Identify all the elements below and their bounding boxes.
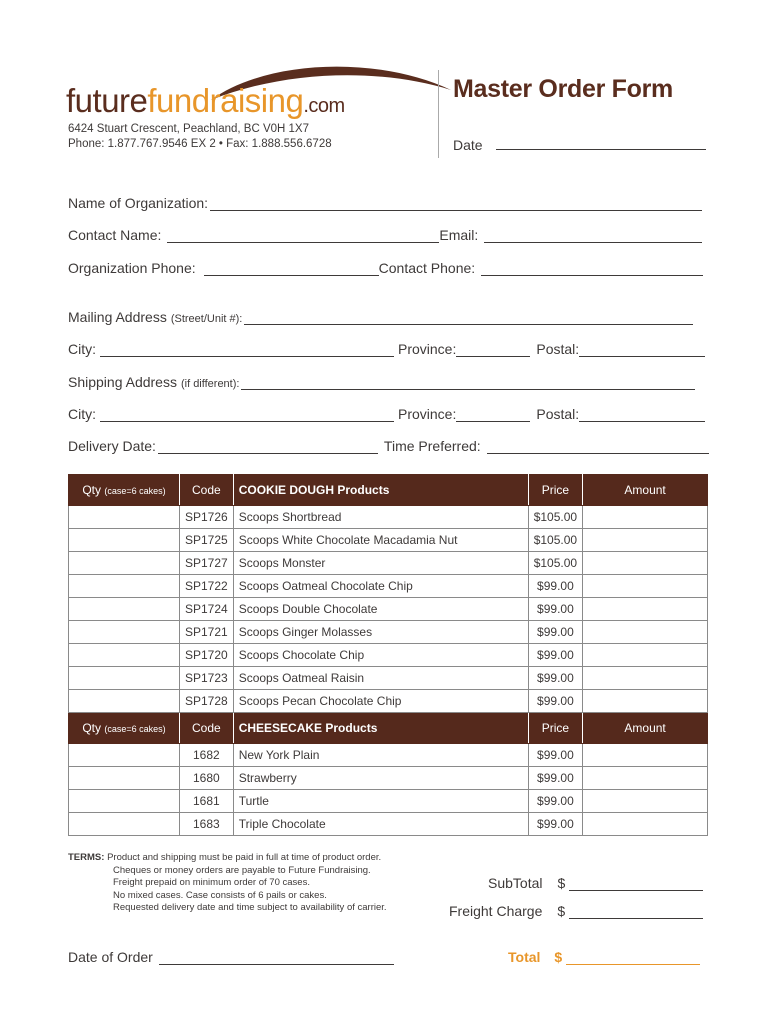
org-phone-input[interactable] (204, 262, 379, 276)
province-label: Province: (398, 341, 457, 357)
shipping-address-input[interactable] (241, 376, 695, 390)
contact-name-input[interactable] (167, 229, 439, 243)
freight-row (449, 903, 703, 919)
order-table-body (69, 475, 708, 836)
qty-header (69, 713, 180, 744)
product-code: 1682 (180, 744, 234, 767)
table-row (69, 552, 708, 575)
product-name: Scoops Oatmeal Raisin (233, 667, 528, 690)
product-code: SP1720 (180, 644, 234, 667)
date-of-order-input[interactable] (159, 951, 394, 965)
product-price: $105.00 (528, 552, 582, 575)
qty-cell[interactable] (69, 667, 180, 690)
shipping-postal-label: Postal: (536, 406, 580, 422)
contact-phone-input[interactable] (481, 262, 703, 276)
product-name: Triple Chocolate (233, 813, 528, 836)
mailing-address-row (68, 309, 693, 325)
product-name: Scoops Shortbread (233, 506, 528, 529)
qty-cell[interactable] (69, 690, 180, 713)
amount-cell[interactable] (583, 767, 708, 790)
product-code: SP1722 (180, 575, 234, 598)
product-name: Strawberry (233, 767, 528, 790)
table-row (69, 506, 708, 529)
contact-phone-label: Contact Phone: (378, 260, 476, 276)
terms-line-1: Product and shipping must be paid in full at time of product order. (107, 852, 382, 863)
qty-header-label: Qty (82, 483, 102, 497)
mailing-address-input[interactable] (244, 311, 693, 325)
contact-row (68, 227, 702, 243)
logo-part-com: .com (303, 95, 345, 117)
terms-line-3: Freight prepaid on minimum order of 70 cases. (113, 877, 310, 888)
product-name: Scoops Chocolate Chip (233, 644, 528, 667)
delivery-row (68, 438, 709, 454)
amount-cell[interactable] (583, 552, 708, 575)
product-name: Scoops Pecan Chocolate Chip (233, 690, 528, 713)
product-code: 1681 (180, 790, 234, 813)
qty-cell[interactable] (69, 598, 180, 621)
product-price: $99.00 (528, 598, 582, 621)
qty-cell[interactable] (69, 790, 180, 813)
qty-cell[interactable] (69, 529, 180, 552)
product-price: $99.00 (528, 667, 582, 690)
qty-cell[interactable] (69, 644, 180, 667)
table-row (69, 644, 708, 667)
table-row (69, 790, 708, 813)
delivery-date-input[interactable] (158, 440, 378, 454)
date-of-order-label: Date of Order (68, 949, 153, 965)
shipping-address-row (68, 374, 695, 390)
qty-header-note: (case=6 cakes) (104, 724, 166, 734)
amount-cell[interactable] (583, 644, 708, 667)
company-address-block (68, 122, 332, 152)
terms-line-5: Requested delivery date and time subject to availability of carrier. (113, 902, 387, 913)
company-logo (66, 60, 396, 122)
subtotal-label: SubTotal (488, 875, 543, 891)
qty-header (69, 475, 180, 506)
product-code: SP1724 (180, 598, 234, 621)
page-title: Master Order Form (453, 75, 673, 103)
shipping-address-note: (if different): (180, 378, 240, 390)
product-price: $99.00 (528, 621, 582, 644)
amount-cell[interactable] (583, 813, 708, 836)
product-price: $105.00 (528, 506, 582, 529)
shipping-city-row (68, 406, 705, 422)
product-name: Scoops White Chocolate Macadamia Nut (233, 529, 528, 552)
date-field[interactable] (453, 137, 706, 153)
qty-cell[interactable] (69, 621, 180, 644)
org-phone-label: Organization Phone: (68, 260, 196, 276)
qty-cell[interactable] (69, 575, 180, 598)
product-price: $99.00 (528, 767, 582, 790)
amount-cell[interactable] (583, 575, 708, 598)
product-price: $99.00 (528, 790, 582, 813)
amount-cell[interactable] (583, 529, 708, 552)
email-label: Email: (439, 227, 479, 243)
terms-line-4: No mixed cases. Case consists of 6 pails or cakes. (113, 889, 327, 901)
product-price: $99.00 (528, 644, 582, 667)
qty-cell[interactable] (69, 813, 180, 836)
subtotal-currency: $ (557, 875, 566, 891)
table-row (69, 767, 708, 790)
table-row (69, 744, 708, 767)
total-currency: $ (554, 949, 563, 965)
qty-cell[interactable] (69, 552, 180, 575)
table-row (69, 813, 708, 836)
shipping-province-label: Province: (398, 406, 457, 422)
table-row (69, 690, 708, 713)
product-code: SP1727 (180, 552, 234, 575)
city-label: City: (68, 341, 96, 357)
freight-input[interactable] (569, 905, 703, 919)
time-preferred-label: Time Preferred: (383, 438, 481, 454)
product-code: SP1725 (180, 529, 234, 552)
mailing-city-row (68, 341, 705, 357)
product-price: $105.00 (528, 529, 582, 552)
freight-label: Freight Charge (449, 903, 543, 919)
freight-currency: $ (557, 903, 566, 919)
terms-label: TERMS: (68, 852, 105, 863)
table-row (69, 667, 708, 690)
table-header-1 (69, 475, 708, 506)
amount-cell[interactable] (583, 621, 708, 644)
contact-name-label: Contact Name: (68, 227, 162, 243)
qty-cell[interactable] (69, 767, 180, 790)
amount-cell[interactable] (583, 744, 708, 767)
organization-row (68, 195, 702, 211)
subtotal-row (488, 875, 703, 891)
amount-header: Amount (583, 475, 708, 506)
price-header: Price (528, 713, 582, 744)
product-price: $99.00 (528, 744, 582, 767)
time-preferred-input[interactable] (487, 440, 709, 454)
product-code: 1683 (180, 813, 234, 836)
postal-input[interactable] (579, 343, 705, 357)
organization-label: Name of Organization: (68, 195, 209, 211)
table-row (69, 529, 708, 552)
province-input[interactable] (456, 343, 530, 357)
amount-cell[interactable] (583, 506, 708, 529)
product-price: $99.00 (528, 575, 582, 598)
email-input[interactable] (484, 229, 702, 243)
date-of-order-row (68, 949, 394, 965)
logo-wordmark (66, 82, 345, 120)
organization-input[interactable] (210, 197, 702, 211)
city-input[interactable] (100, 343, 394, 357)
phone-row (68, 260, 703, 276)
table-row (69, 575, 708, 598)
product-price: $99.00 (528, 690, 582, 713)
product-price: $99.00 (528, 813, 582, 836)
header-divider (438, 70, 439, 158)
product-section-title: COOKIE DOUGH Products (233, 475, 528, 506)
company-phone: Phone: 1.877.767.9546 EX 2 • Fax: 1.888.556.6728 (68, 138, 332, 150)
product-code: 1680 (180, 767, 234, 790)
price-header: Price (528, 475, 582, 506)
product-name: Scoops Double Chocolate (233, 598, 528, 621)
product-name: Scoops Monster (233, 552, 528, 575)
company-address: 6424 Stuart Crescent, Peachland, BC V0H 1X7 (68, 123, 310, 135)
order-table (68, 474, 708, 836)
logo-part-fundraising: fundraising (147, 82, 304, 119)
product-name: Scoops Oatmeal Chocolate Chip (233, 575, 528, 598)
product-code: SP1726 (180, 506, 234, 529)
logo-part-future: future (66, 82, 148, 119)
terms-line-2: Cheques or money orders are payable to Future Fundraising. (113, 864, 371, 876)
qty-cell[interactable] (69, 744, 180, 767)
amount-cell[interactable] (583, 598, 708, 621)
product-name: Turtle (233, 790, 528, 813)
date-input-line[interactable] (496, 138, 706, 150)
table-row (69, 621, 708, 644)
terms-block (68, 852, 387, 915)
total-label: Total (508, 949, 541, 965)
table-header-2 (69, 713, 708, 744)
shipping-city-label: City: (68, 406, 96, 422)
mailing-address-label: Mailing Address (68, 309, 167, 325)
product-section-title: CHEESECAKE Products (233, 713, 528, 744)
delivery-date-label: Delivery Date: (68, 438, 156, 454)
amount-cell[interactable] (583, 667, 708, 690)
product-name: New York Plain (233, 744, 528, 767)
table-row (69, 598, 708, 621)
product-code: SP1721 (180, 621, 234, 644)
subtotal-input[interactable] (569, 877, 703, 891)
product-code: SP1728 (180, 690, 234, 713)
total-input[interactable] (566, 951, 700, 965)
total-row (508, 949, 700, 965)
shipping-postal-input[interactable] (579, 408, 705, 422)
qty-cell[interactable] (69, 506, 180, 529)
product-code: SP1723 (180, 667, 234, 690)
qty-header-label: Qty (82, 721, 102, 735)
qty-header-note: (case=6 cakes) (104, 486, 166, 496)
shipping-city-input[interactable] (100, 408, 394, 422)
date-label: Date (453, 137, 483, 153)
shipping-address-label: Shipping Address (68, 374, 177, 390)
code-header: Code (180, 475, 234, 506)
amount-cell[interactable] (583, 790, 708, 813)
amount-header: Amount (583, 713, 708, 744)
code-header: Code (180, 713, 234, 744)
shipping-province-input[interactable] (456, 408, 530, 422)
mailing-address-note: (Street/Unit #): (170, 313, 243, 325)
amount-cell[interactable] (583, 690, 708, 713)
product-name: Scoops Ginger Molasses (233, 621, 528, 644)
postal-label: Postal: (536, 341, 580, 357)
